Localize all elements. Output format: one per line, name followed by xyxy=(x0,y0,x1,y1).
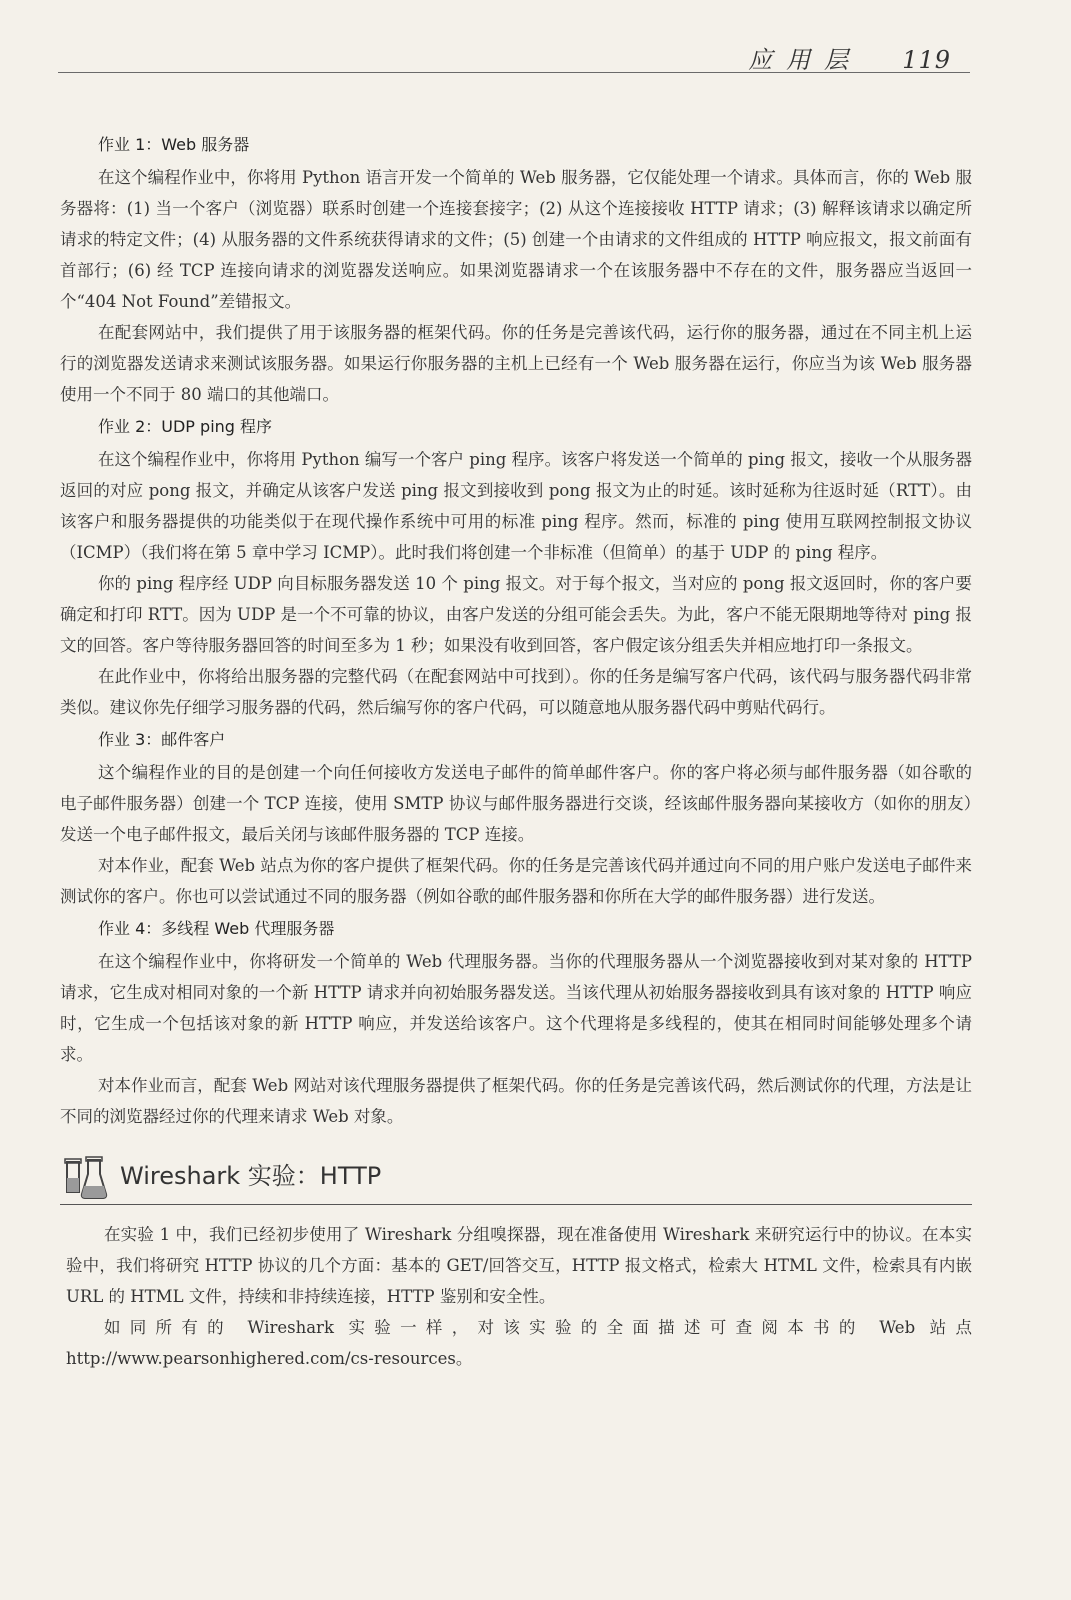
header-rule xyxy=(58,72,970,73)
lab-title: Wireshark 实验：HTTP xyxy=(120,1162,382,1190)
paragraph: 在此作业中，你将给出服务器的完整代码（在配套网站中可找到）。你的任务是编写客户代码，该代码与服务器代码非常类似。建议你先仔细学习服务器的代码，然后编写你的客户代码，可以随意地从服务器代码中剪贴代码行。 xyxy=(60,667,972,717)
assignment-3 xyxy=(60,727,972,912)
paragraph: 如同所有的 Wireshark 实验一样，对该实验的全面描述可查阅本书的 Web 站点 http://www.pearsonhighered.com/cs-resources。 xyxy=(66,1318,972,1368)
paragraph: 在这个编程作业中，你将用 Python 语言开发一个简单的 Web 服务器，它仅能处理一个请求。具体而言，你的 Web 服务器将：(1) 当一个客户（浏览器）联系时创建一个连接套接字；(2) 从这个连接接收 HTTP 请求；(3) 解释该请求以确定所请求的特定文件；(4) 从服务器的文件系统获得请求的文件；(5) 创建一个由请求的文件组成的 HTTP 响应报文，报文前面有首部行；(6) 经 TCP 连接向请求的浏览器发送响应。如果浏览器请求一个在该服务器中不存在的文件，服务器应当返回一个“404 Not Found”差错报文。 xyxy=(60,168,972,311)
assignment-title: 作业 2：UDP ping 程序 xyxy=(98,417,273,436)
page-number: 119 xyxy=(902,46,951,74)
lab-body xyxy=(60,1219,972,1374)
assignment-2 xyxy=(60,414,972,723)
paragraph: 对本作业，配套 Web 站点为你的客户提供了框架代码。你的任务是完善该代码并通过向不同的用户账户发送电子邮件来测试你的客户。你也可以尝试通过不同的服务器（例如谷歌的邮件服务器和你所在大学的邮件服务器）进行发送。 xyxy=(60,856,972,906)
paragraph: 在配套网站中，我们提供了用于该服务器的框架代码。你的任务是完善该代码，运行你的服务器，通过在不同主机上运行的浏览器发送请求来测试该服务器。如果运行你服务器的主机上已经有一个 Web 服务器在运行，你应当为该 Web 服务器使用一个不同于 80 端口的其他端口。 xyxy=(60,323,972,404)
running-head xyxy=(748,40,951,75)
assignment-1 xyxy=(60,132,972,410)
assignment-title: 作业 1：Web 服务器 xyxy=(98,135,250,154)
paragraph: 对本作业而言，配套 Web 网站对该代理服务器提供了框架代码。你的任务是完善该代码，然后测试你的代理，方法是让不同的浏览器经过你的代理来请求 Web 对象。 xyxy=(60,1076,972,1126)
assignment-4 xyxy=(60,916,972,1132)
paragraph: 你的 ping 程序经 UDP 向目标服务器发送 10 个 ping 报文。对于每个报文，当对应的 pong 报文返回时，你的客户要确定和打印 RTT。因为 UDP 是一个不可靠的协议，由客户发送的分组可能会丢失。为此，客户不能无限期地等待对 ping 报文的回答。客户等待服务器回答的时间至多为 1 秒；如果没有收到回答，客户假定该分组丢失并相应地打印一条报文。 xyxy=(60,574,972,655)
paragraph: 在实验 1 中，我们已经初步使用了 Wireshark 分组嗅探器，现在准备使用 Wireshark 来研究运行中的协议。在本实验中，我们将研究 HTTP 协议的几个方面：基本的 GET/回答交互，HTTP 报文格式，检索大 HTML 文件，检索具有内嵌 URL 的 HTML 文件，持续和非持续连接，HTTP 鉴别和安全性。 xyxy=(66,1225,972,1306)
lab-heading xyxy=(60,1154,972,1205)
assignment-title: 作业 3：邮件客户 xyxy=(98,730,226,749)
lab-flask-icon xyxy=(64,1154,108,1200)
page-body xyxy=(60,128,972,1374)
paragraph: 在这个编程作业中，你将用 Python 编写一个客户 ping 程序。该客户将发送一个简单的 ping 报文，接收一个从服务器返回的对应 pong 报文，并确定从该客户发送 ping 报文到接收到 pong 报文为止的时延。该时延称为往返时延（RTT）。由该客户和服务器提供的功能类似于在现代操作系统中可用的标准 ping 程序。然而，标准的 ping 使用互联网控制报文协议（ICMP）（我们将在第 5 章中学习 ICMP）。此时我们将创建一个非标准（但简单）的基于 UDP 的 ping 程序。 xyxy=(60,450,972,562)
assignment-title: 作业 4：多线程 Web 代理服务器 xyxy=(98,919,335,938)
section-title: 应用层 xyxy=(748,46,863,74)
paragraph: 这个编程作业的目的是创建一个向任何接收方发送电子邮件的简单邮件客户。你的客户将必须与邮件服务器（如谷歌的电子邮件服务器）创建一个 TCP 连接，使用 SMTP 协议与邮件服务器进行交谈，经该邮件服务器向某接收方（如你的朋友）发送一个电子邮件报文，最后关闭与该邮件服务器的 TCP 连接。 xyxy=(60,763,972,844)
paragraph: 在这个编程作业中，你将研发一个简单的 Web 代理服务器。当你的代理服务器从一个浏览器接收到对某对象的 HTTP 请求，它生成对相同对象的一个新 HTTP 请求并向初始服务器发送。当该代理从初始服务器接收到具有该对象的 HTTP 响应时，它生成一个包括该对象的新 HTTP 响应，并发送给该客户。这个代理将是多线程的，使其在相同时间能够处理多个请求。 xyxy=(60,952,972,1064)
